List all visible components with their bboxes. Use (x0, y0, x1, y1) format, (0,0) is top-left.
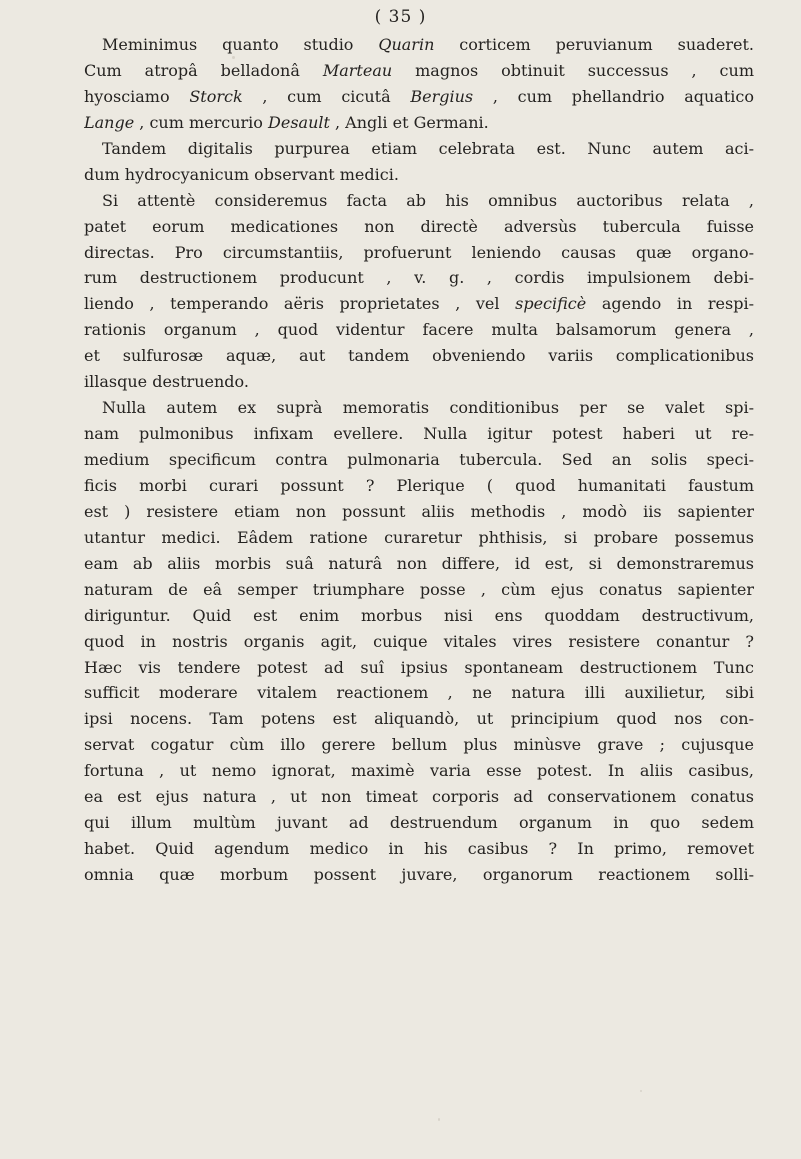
text-segment: ipsi nocens. Tam potens est aliquandò, ut principium quod nos con- (84, 709, 754, 729)
body-text (84, 32, 754, 888)
text-segment: Cum atropâ belladonâ (84, 60, 323, 80)
text-segment: est ) resistere etiam non possunt aliis methodis , modò iis sapienter (84, 501, 754, 521)
text-segment: , cum phellandrio aquatico (473, 86, 754, 106)
text-line (84, 291, 754, 317)
italic-author-name: Desault (268, 112, 330, 132)
text-line (84, 732, 754, 758)
text-line (84, 655, 754, 681)
text-segment: et sulfurosæ aquæ, aut tandem obveniendo variis complicationibus (84, 346, 754, 366)
text-line (84, 265, 754, 291)
text-line (84, 473, 754, 499)
text-segment: agendo in respi- (586, 294, 754, 314)
text-line (84, 240, 754, 266)
text-line (84, 188, 754, 214)
text-segment: quod in nostris organis agit, cuique vitales vires resistere conantur ? (84, 631, 754, 651)
text-segment: Meminimus quanto studio (102, 35, 379, 54)
text-line (84, 369, 754, 395)
text-segment: servat cogatur cùm illo gerere bellum plus minùsve grave ; cujusque (84, 735, 754, 755)
text-segment: diriguntur. Quid est enim morbus nisi ens quoddam destructivum, (84, 605, 754, 625)
text-line (84, 862, 754, 888)
text-line (84, 110, 754, 136)
text-line (84, 758, 754, 784)
text-segment: medium specificum contra pulmonaria tubercula. Sed an solis speci- (84, 450, 754, 469)
text-line (84, 499, 754, 525)
text-line (84, 551, 754, 577)
text-line (84, 784, 754, 810)
text-segment: ea est ejus natura , ut non timeat corporis ad conservationem conatus (84, 787, 754, 807)
italic-author-name: Lange (84, 112, 135, 132)
text-segment: omnia quæ morbum possent juvare, organorum reactionem solli- (84, 865, 754, 884)
text-segment: Hæc vis tendere potest ad suî ipsius spontaneam destructionem Tunc (84, 657, 754, 677)
text-segment: fortuna , ut nemo ignorat, maximè varia esse potest. In aliis casibus, (84, 761, 754, 781)
text-line (84, 162, 754, 188)
text-line (84, 136, 754, 162)
text-segment: rationis organum , quod videntur facere multa balsamorum genera , (84, 320, 754, 340)
text-segment: Si attentè consideremus facta ab his omnibus auctoribus relata , (102, 190, 754, 210)
text-segment: , cum cicutâ (242, 86, 411, 106)
text-line (84, 525, 754, 551)
text-segment: ficis morbi curari possunt ? Plerique ( quod humanitati faustum (84, 475, 754, 495)
text-line (84, 58, 754, 84)
text-segment: , Angli et Germani. (329, 112, 489, 132)
text-line (84, 629, 754, 655)
text-segment: illasque destruendo. (84, 372, 249, 392)
italic-author-name: Marteau (322, 60, 393, 80)
text-segment: corticem peruvianum suaderet. (434, 35, 754, 54)
text-segment: , cum mercurio (134, 112, 269, 132)
text-segment: rum destructionem producunt , v. g. , cordis impulsionem debi- (84, 268, 754, 288)
text-segment: Nulla autem ex suprà memoratis conditionibus per se valet spi- (102, 398, 754, 418)
text-segment: directas. Pro circumstantiis, profuerunt leniendo causas quæ organo- (84, 242, 754, 262)
text-segment: dum hydrocyanicum observant medici. (84, 164, 399, 184)
italic-author-name: specificè (515, 294, 587, 314)
text-line (84, 343, 754, 369)
text-line (84, 84, 754, 110)
text-segment: liendo , temperando aëris proprietates , vel (84, 294, 516, 314)
text-line (84, 32, 754, 58)
text-line (84, 395, 754, 421)
text-segment: qui illum multùm juvant ad destruendum organum in quo sedem (84, 813, 754, 833)
text-line (84, 706, 754, 732)
italic-author-name: Bergius (410, 86, 474, 106)
text-line (84, 447, 754, 473)
page-number: ( 35 ) (374, 7, 427, 27)
text-line (84, 810, 754, 836)
paper-stain (438, 1118, 440, 1121)
text-segment: eam ab aliis morbis suâ naturâ non differe, id est, si demonstraremus (84, 553, 754, 573)
text-line (84, 836, 754, 862)
text-line (84, 214, 754, 240)
text-segment: Tandem digitalis purpurea etiam celebrata est. Nunc autem aci- (102, 138, 754, 158)
text-segment: sufficit moderare vitalem reactionem , ne natura illi auxilietur, sibi (84, 683, 754, 703)
text-line (84, 421, 754, 447)
text-segment: habet. Quid agendum medico in his casibus ? In primo, removet (84, 839, 754, 859)
italic-author-name: Storck (189, 86, 243, 106)
text-segment: naturam de eâ semper triumphare posse , cùm ejus conatus sapienter (84, 579, 754, 599)
text-segment: patet eorum medicationes non directè adversùs tubercula fuisse (84, 216, 754, 236)
paper-stain (640, 1090, 642, 1092)
text-line (84, 317, 754, 343)
italic-author-name: Quarin (378, 35, 435, 54)
text-segment: nam pulmonibus infixam evellere. Nulla igitur potest haberi ut re- (84, 424, 754, 444)
text-segment: magnos obtinuit successus , cum (392, 60, 754, 80)
text-line (84, 680, 754, 706)
text-segment: hyosciamo (84, 86, 190, 106)
text-segment: utantur medici. Eâdem ratione curaretur phthisis, si probare possemus (84, 527, 754, 547)
text-line (84, 577, 754, 603)
text-line (84, 603, 754, 629)
